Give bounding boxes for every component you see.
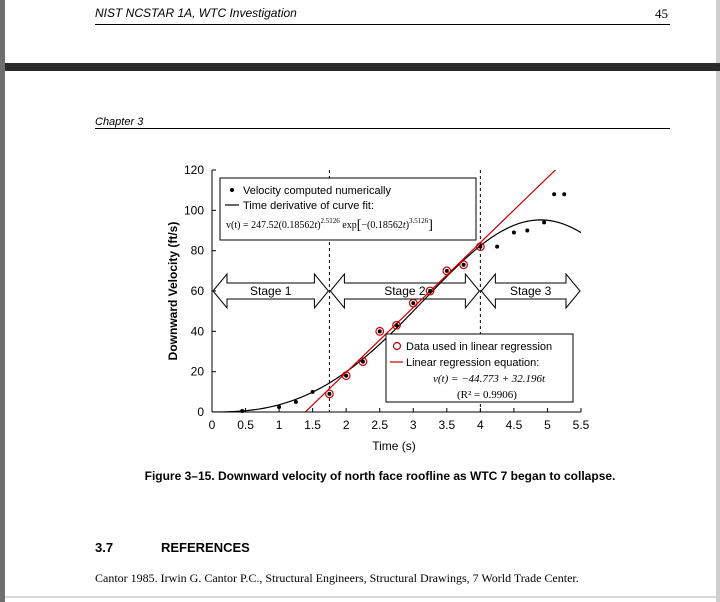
x-tick-label: 5	[544, 418, 551, 432]
page-bottom-edge	[5, 596, 716, 598]
x-tick-label: 4	[477, 418, 484, 432]
velocity-data-point	[428, 289, 432, 293]
legend-bottom	[386, 334, 573, 402]
y-tick-label: 100	[183, 203, 204, 218]
velocity-data-point	[542, 220, 546, 224]
y-tick-label: 20	[190, 364, 204, 379]
window-left-edge	[0, 0, 5, 602]
velocity-chart	[150, 158, 590, 458]
y-tick-label: 40	[190, 324, 204, 339]
velocity-data-point	[462, 263, 466, 267]
velocity-data-point	[327, 392, 331, 396]
section-number: 3.7	[95, 540, 114, 555]
velocity-data-point	[411, 301, 415, 305]
velocity-data-point	[344, 374, 348, 378]
velocity-data-point	[512, 231, 516, 235]
x-tick-label: 2	[342, 418, 350, 432]
legend-numeric-label: Velocity computed numerically	[243, 185, 391, 197]
x-axis-label: Time (s)	[372, 439, 416, 453]
velocity-data-point	[562, 192, 566, 196]
legend-top	[220, 178, 476, 240]
stage-label: Stage 2	[384, 284, 426, 298]
window-scrollbar[interactable]	[716, 0, 720, 602]
legend-curve-label: Time derivative of curve fit:	[243, 200, 375, 212]
legend-dot-marker	[230, 188, 234, 192]
x-tick-label: 4.5	[505, 418, 523, 432]
x-tick-label: 1.5	[304, 418, 321, 432]
chapter-label: Chapter 3	[95, 116, 144, 128]
velocity-data-point	[378, 329, 382, 333]
curve-fit-equation: $v(t) = 247.52(0.18562t)^{2.5126}$ $\exp[-(0.18562t)^{3.5126}]$	[226, 217, 433, 233]
regression-equation: v(t) = −44.773 + 32.196t	[433, 373, 546, 385]
legend-regression-line-label: Linear regression equation:	[406, 357, 540, 369]
velocity-data-point	[311, 390, 315, 394]
velocity-data-point	[495, 245, 499, 249]
figure-caption: Figure 3–15. Downward velocity of north face roofline as WTC 7 began to collapse.	[144, 469, 616, 483]
y-tick-label: 0	[197, 405, 204, 419]
page-number: 45	[655, 6, 668, 21]
velocity-data-point	[361, 360, 365, 364]
y-axis-ticks	[184, 163, 216, 419]
reference-entry: Cantor 1985. Irwin G. Cantor P.C., Structural Engineers, Structural Drawings, 7 World Trade Center.	[95, 571, 579, 585]
running-header-title: NIST NCSTAR 1A, WTC Investigation	[95, 6, 297, 20]
y-axis-label: Downward Velocity (ft/s)	[166, 221, 180, 361]
stage-label: Stage 3	[509, 284, 552, 298]
y-tick-label: 80	[190, 243, 204, 258]
header-rule	[95, 24, 670, 25]
x-tick-label: 0	[208, 418, 216, 432]
velocity-data-point	[294, 400, 298, 404]
x-tick-label: 3.5	[438, 418, 456, 432]
velocity-data-point	[525, 229, 529, 233]
regression-r-squared: (R² = 0.9906)	[457, 389, 517, 401]
stage-label: Stage 1	[250, 284, 292, 298]
velocity-data-point	[478, 245, 482, 249]
x-tick-label: 2.5	[371, 418, 389, 432]
section-title: REFERENCES	[161, 540, 250, 555]
x-tick-label: 3	[409, 418, 417, 432]
velocity-data-point	[445, 269, 449, 273]
page-break-bar	[5, 63, 720, 71]
x-tick-label: 5.5	[572, 418, 590, 432]
x-tick-label: 1	[275, 418, 283, 432]
chapter-rule	[95, 128, 670, 129]
x-tick-label: 0.5	[237, 418, 254, 432]
legend-regression-data-label: Data used in linear regression	[406, 341, 553, 353]
stage-arrows	[213, 274, 580, 308]
y-tick-label: 60	[190, 284, 204, 298]
velocity-data-point	[552, 192, 556, 196]
velocity-data-point	[395, 323, 399, 327]
y-tick-label: 120	[183, 163, 204, 177]
